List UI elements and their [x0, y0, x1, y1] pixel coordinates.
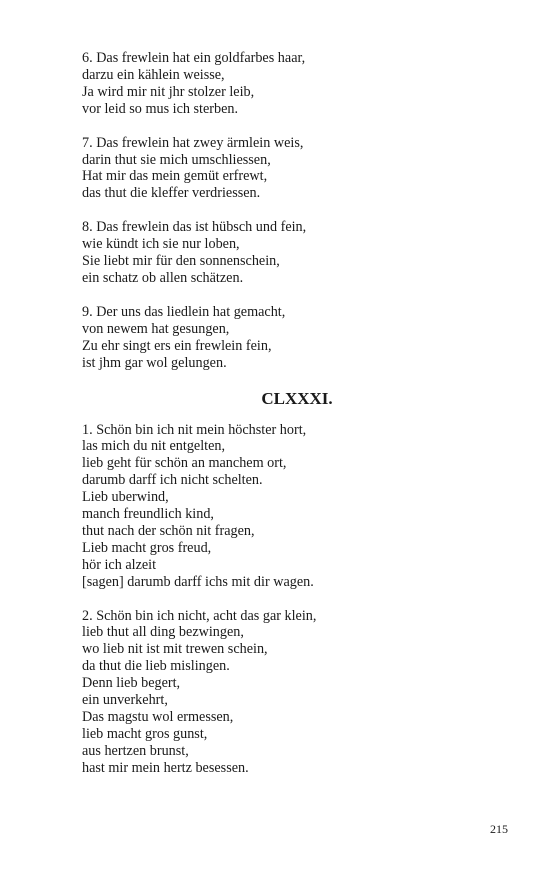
verse-line: ein unverkehrt,: [82, 692, 168, 709]
stanza-8: [82, 219, 472, 287]
verse-line: lieb macht gros gunst,: [82, 725, 208, 742]
verse-line: ein schatz ob allen schätzen.: [82, 269, 244, 286]
verse-line: wo lieb nit ist mit trewen schein,: [82, 641, 268, 658]
page-number: 215: [490, 822, 508, 836]
verse-line: aus hertzen brunst,: [82, 742, 189, 759]
verse-line: da thut die lieb mislingen.: [82, 658, 230, 675]
stanza-7: [82, 135, 472, 203]
verse-line: manch freundlich kind,: [82, 506, 214, 523]
stanza-1: [82, 422, 472, 591]
verse-line: das thut die kleffer verdriessen.: [82, 185, 261, 202]
verse-line: darzu ein kählein weisse,: [82, 66, 225, 83]
verse-line: las mich du nit entgelten,: [82, 438, 226, 455]
verse-line: lieb thut all ding bezwingen,: [82, 624, 244, 641]
verse-line: 2. Schön bin ich nicht, acht das gar klein,: [82, 607, 317, 624]
verse-line: 9. Der uns das liedlein hat gemacht,: [82, 303, 286, 320]
verse-line: ist jhm gar wol gelungen.: [82, 354, 227, 371]
text-column: [82, 50, 472, 794]
verse-line: Zu ehr singt ers ein frewlein fein,: [82, 337, 272, 354]
verse-line: 1. Schön bin ich nit mein höchster hort,: [82, 421, 307, 438]
verse-line: Das magstu wol ermessen,: [82, 709, 234, 725]
stanza-6: [82, 50, 472, 118]
verse-line: lieb geht für schön an manchem ort,: [82, 455, 287, 472]
verse-line: vor leid so mus ich sterben.: [82, 100, 239, 117]
verse-line: thut nach der schön nit fragen,: [82, 522, 255, 539]
verse-line: 7. Das frewlein hat zwey ärmlein weis,: [82, 134, 304, 151]
verse-line: [sagen] darumb darff ichs mit dir wagen.: [82, 573, 314, 590]
poem-heading: CLXXXI.: [261, 388, 333, 408]
verse-line: Sie liebt mir für den sonnenschein,: [82, 253, 280, 270]
verse-line: Lieb macht gros freud,: [82, 539, 212, 556]
verse-line: wie kündt ich sie nur loben,: [82, 236, 240, 253]
stanza-2: [82, 608, 472, 777]
verse-line: hör ich alzeit: [82, 556, 157, 573]
verse-line: darumb darff ich nicht schelten.: [82, 472, 263, 489]
verse-line: Hat mir das mein gemüt erfrewt,: [82, 168, 268, 185]
verse-line: Ja wird mir nit jhr stolzer leib,: [82, 83, 255, 100]
stanza-9: [82, 304, 472, 372]
verse-line: Lieb uberwind,: [82, 489, 169, 506]
verse-line: 6. Das frewlein hat ein goldfarbes haar,: [82, 50, 306, 66]
verse-line: darin thut sie mich umschliessen,: [82, 151, 271, 168]
verse-line: Denn lieb begert,: [82, 675, 181, 692]
verse-line: hast mir mein hertz besessen.: [82, 759, 249, 776]
verse-line: von newem hat gesungen,: [82, 320, 230, 337]
verse-line: 8. Das frewlein das ist hübsch und fein,: [82, 219, 307, 236]
